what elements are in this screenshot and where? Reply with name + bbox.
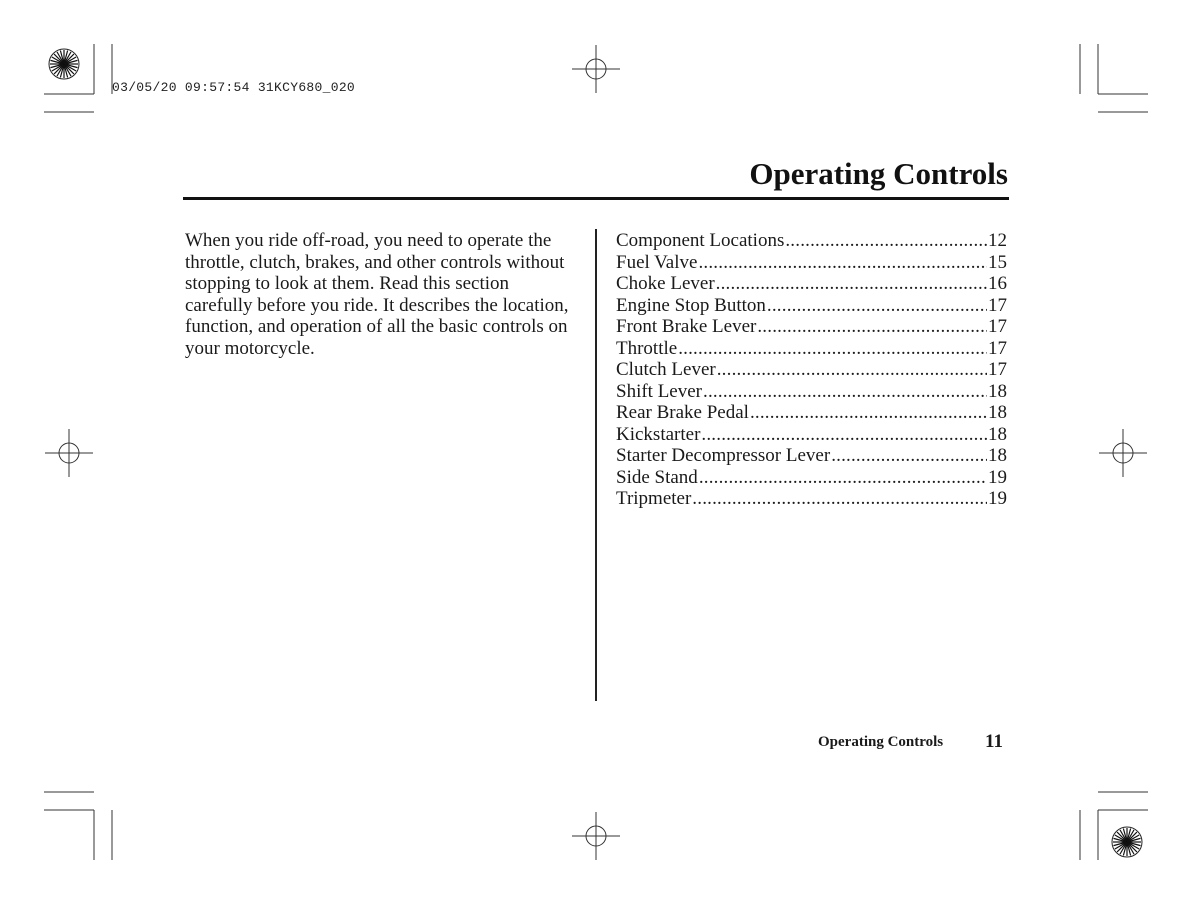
toc-dot-leader [701,424,987,446]
toc-entry[interactable] [616,230,1007,252]
toc-entry[interactable] [616,488,1007,510]
toc-entry-page: 18 [988,402,1007,423]
toc-dot-leader [698,252,987,274]
toc-entry[interactable] [616,338,1007,360]
registration-crosshair-top [572,45,620,93]
toc-dot-leader [750,402,987,424]
toc-entry-page: 17 [988,337,1007,359]
toc-dot-leader [767,295,987,317]
toc-entry-label: Engine Stop Button [616,294,766,316]
column-divider [595,229,597,701]
title-divider [183,197,1009,200]
toc-entry-label: Clutch Lever [616,359,716,380]
registration-crosshair-left [45,429,93,477]
toc-entry[interactable] [616,359,1007,381]
toc-entry[interactable] [616,316,1007,338]
toc-entry[interactable] [616,445,1007,467]
toc-dot-leader [678,338,987,360]
toc-dot-leader [831,445,987,467]
toc-dot-leader [716,273,987,295]
toc-entry[interactable] [616,295,1007,317]
toc-entry-page: 19 [988,488,1007,509]
toc-entry-page: 18 [988,445,1007,466]
toc-entry[interactable] [616,467,1007,489]
toc-entry-label: Tripmeter [616,488,692,509]
toc-entry-label: Fuel Valve [616,251,698,273]
page-title: Operating Controls [749,156,1008,191]
toc-dot-leader [757,316,987,338]
starburst-target-bottom-right [1112,827,1142,857]
intro-paragraph: When you ride off-road, you need to operate the throttle, clutch, brakes, and other controls without stopping to look at them. Read this section carefully before you ride. It describes the location, function, and operation of all the basic controls on your motorcycle. [185,230,569,359]
toc-dot-leader [785,230,987,252]
toc-dot-leader [703,381,987,403]
toc-entry-label: Side Stand [616,466,698,488]
registration-crosshair-bottom [572,812,620,860]
footer-page-number: 11 [985,731,1003,752]
toc-entry[interactable] [616,424,1007,446]
print-timestamp: 03/05/20 09:57:54 31KCY680_020 [112,80,356,95]
toc-entry-page: 15 [988,251,1007,273]
toc-entry-label: Component Locations [616,230,785,251]
toc-dot-leader [717,359,987,381]
toc-entry-page: 18 [988,423,1007,445]
registration-crosshair-right [1099,429,1147,477]
toc-entry-page: 12 [988,230,1007,251]
toc-entry-page: 19 [988,466,1007,488]
toc-entry-label: Front Brake Lever [616,316,757,337]
toc-entry-label: Rear Brake Pedal [616,402,749,423]
toc-entry[interactable] [616,252,1007,274]
toc-entry-label: Starter Decompressor Lever [616,445,831,466]
toc-entry-page: 17 [988,294,1007,316]
toc-entry-page: 18 [988,380,1007,402]
toc-entry-label: Choke Lever [616,273,715,294]
toc-entry[interactable] [616,402,1007,424]
toc-entry-page: 17 [988,316,1007,337]
toc-entry-page: 16 [988,273,1007,294]
toc-entry-label: Throttle [616,337,678,359]
toc-entry[interactable] [616,381,1007,403]
toc-dot-leader [692,488,987,510]
table-of-contents [616,230,1007,510]
toc-entry-page: 17 [988,359,1007,380]
starburst-target-top-left [49,49,79,79]
toc-entry-label: Kickstarter [616,423,701,445]
toc-dot-leader [699,467,987,489]
footer-section-label: Operating Controls [818,734,944,750]
toc-entry-label: Shift Lever [616,380,703,402]
toc-entry[interactable] [616,273,1007,295]
